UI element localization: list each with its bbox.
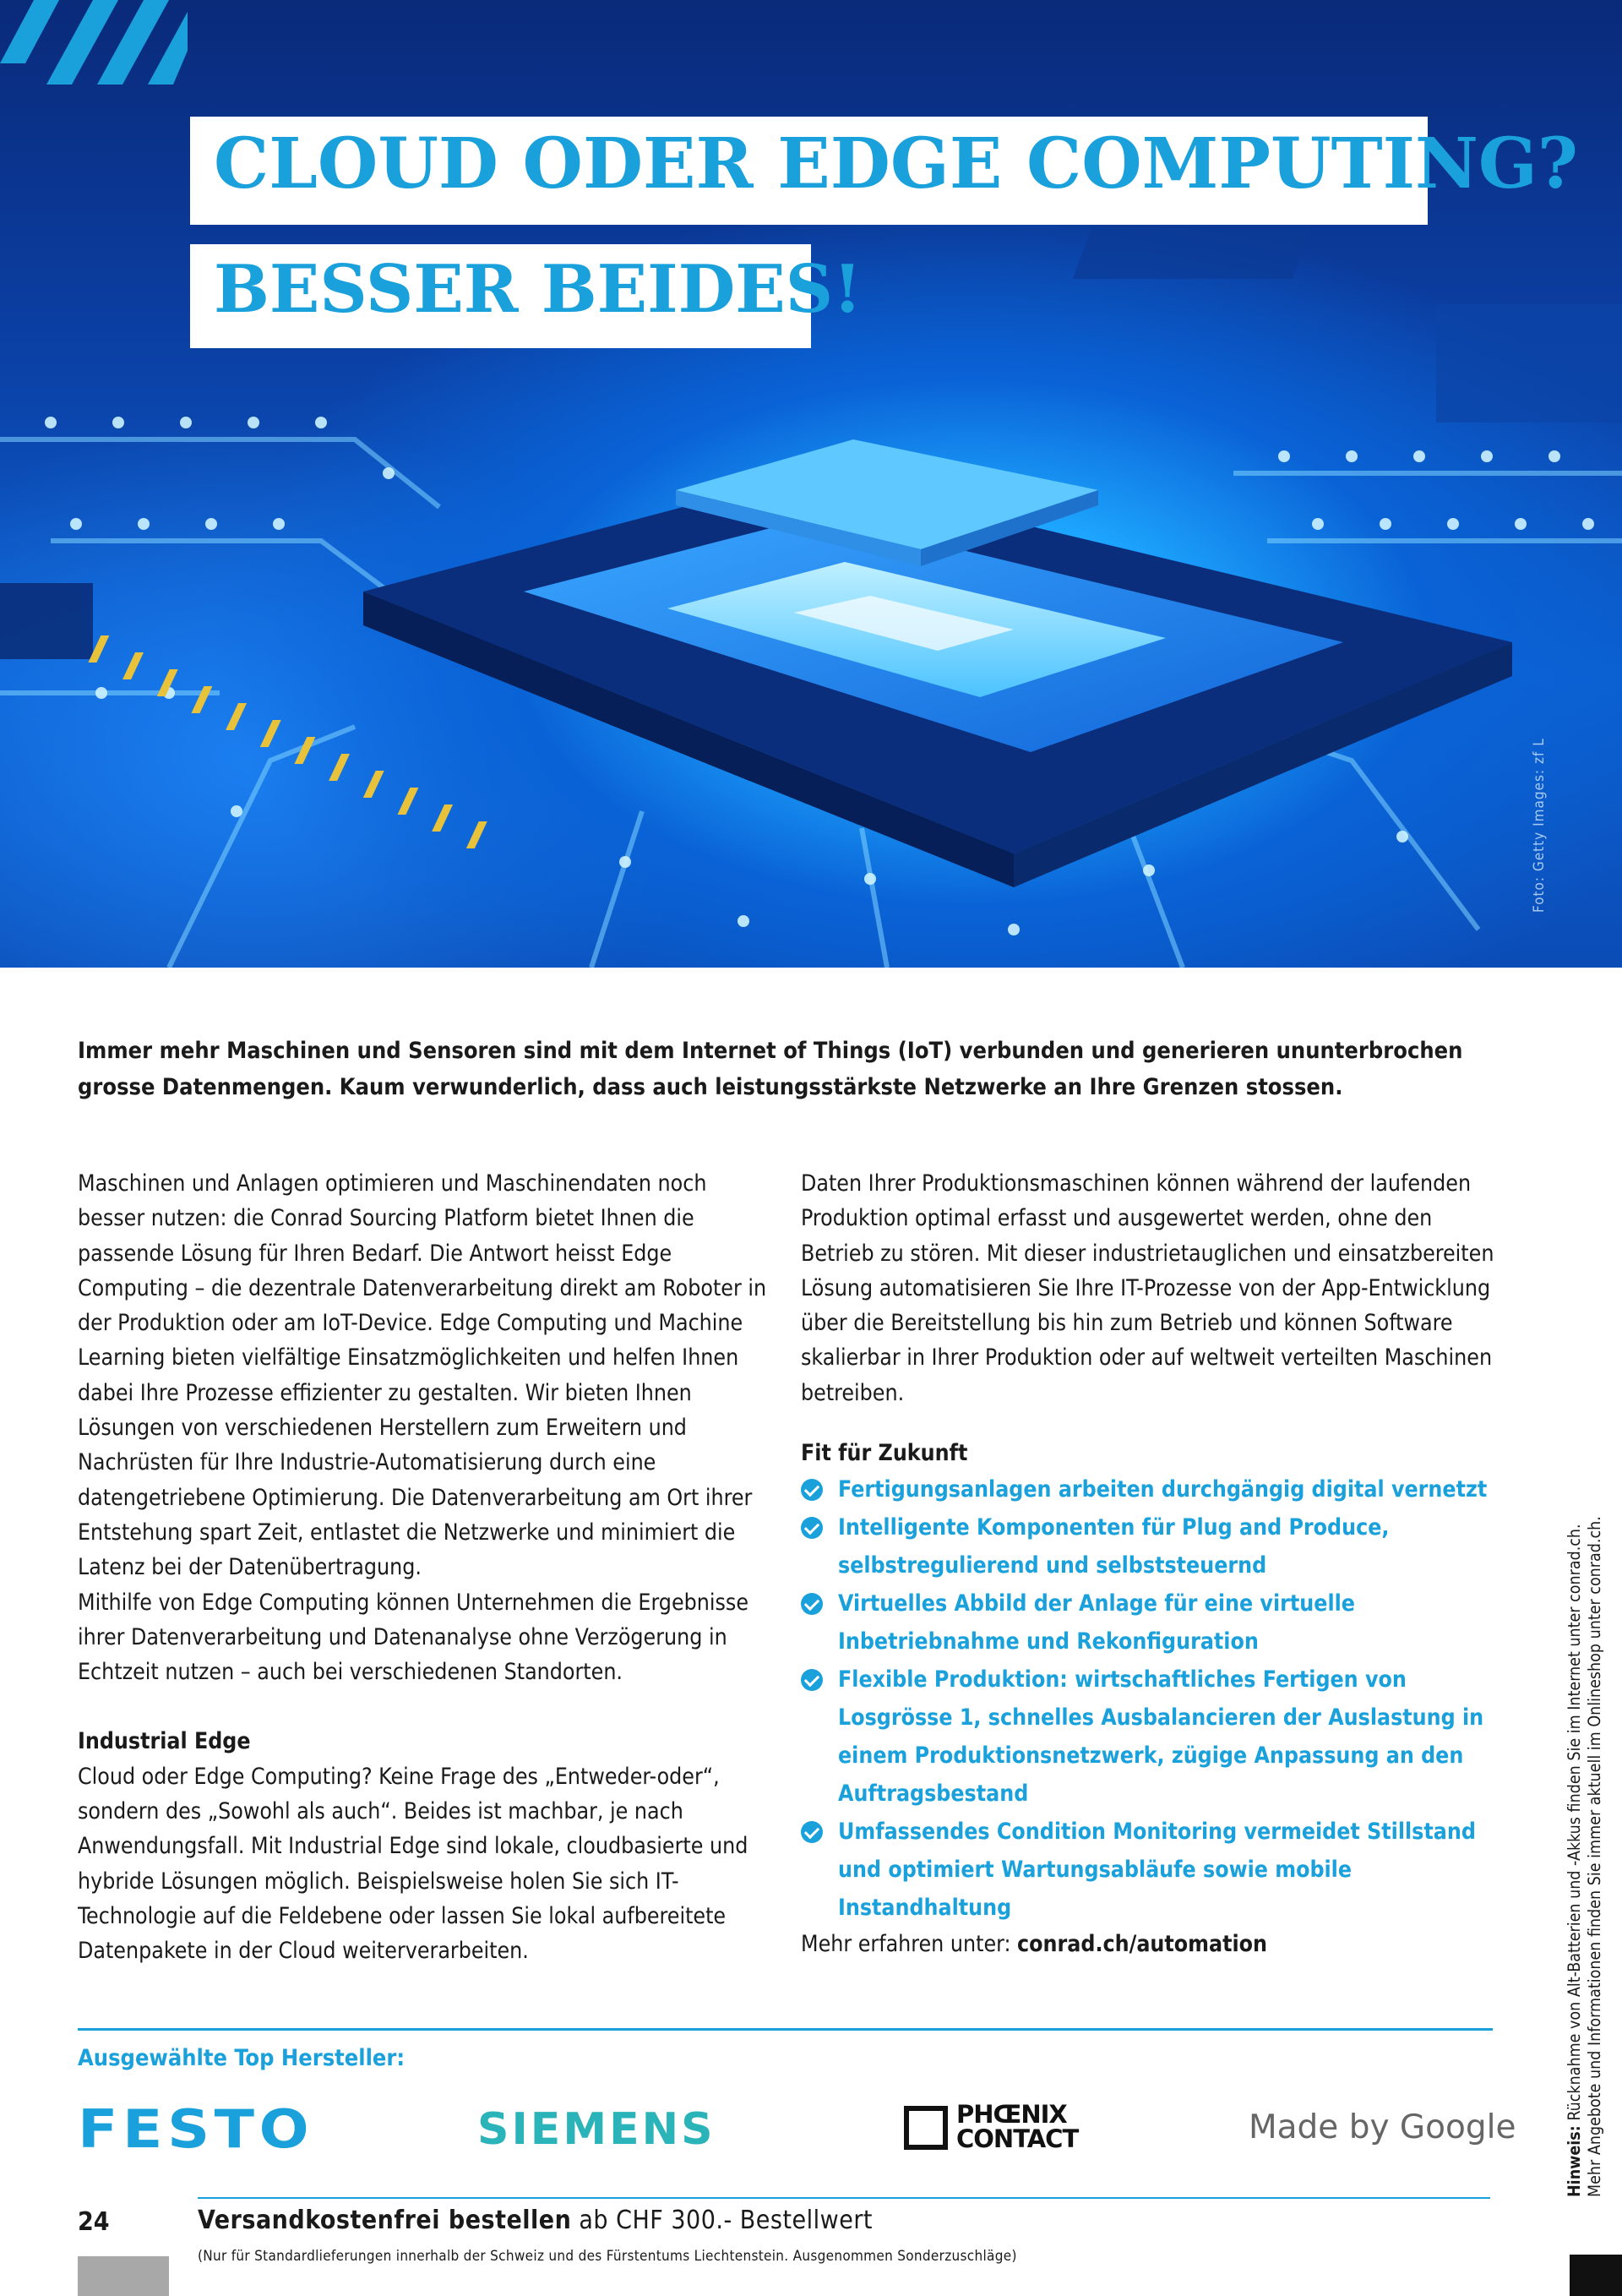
footer-divider (198, 2197, 1490, 2199)
check-circle-icon (801, 1669, 823, 1691)
side-note (1565, 1516, 1605, 2197)
page-title: CLOUD ODER EDGE COMPUTING? (214, 123, 1578, 205)
list-item: Umfassendes Condition Monitoring vermeidet Stillstand und optimiert Wartungsabläufe sowie mobile Instandhaltung (801, 1813, 1502, 1927)
body-paragraph: Daten Ihrer Produktionsmaschinen können während der laufenden Produktion optimal erfasst und ausgewertet werden, ohne den Betrieb zu stören. Mit dieser industrietauglichen und einsatzbereiten Lösung automatisieren Sie Ihre IT-Prozesse von der App-Entwicklung über die Bereitstellung bis hin zum Betrieb und können Software skalierbar in Ihrer Produktion oder auf weltweit verteilten Maschinen betreiben. (801, 1170, 1494, 1406)
festo-logo[interactable]: FESTO (78, 2098, 314, 2160)
phoenix-mark-icon (904, 2106, 948, 2150)
made-by-google-logo[interactable]: Made by Google (1249, 2108, 1516, 2146)
title-line-1-box (190, 117, 1578, 225)
side-note-line2: Mehr Angebote und Informationen finden Sie immer aktuell im Onlineshop unter conrad.ch. (1585, 1516, 1604, 2197)
shipping-footnote: (Nur für Standardlieferungen innerhalb der Schweiz und des Fürstentums Liechtenstein. Ausgenommen Sonderzuschläge) (198, 2248, 1017, 2265)
photo-credit: Foto: Getty Images: zf L (1531, 738, 1548, 913)
list-item: Virtuelles Abbild der Anlage für eine virtuelle Inbetriebnahme und Rekonfiguration (801, 1584, 1502, 1661)
check-circle-icon (801, 1821, 823, 1843)
right-column (801, 1166, 1502, 1962)
phoenix-logo-line1: PHŒNIX (956, 2100, 1067, 2129)
intro-paragraph: Immer mehr Maschinen und Sensoren sind mit dem Internet of Things (IoT) verbunden und generieren ununterbrochen grosse Datenmengen. Kaum verwunderlich, dass auch leistungsstärkste Netzwerke an Ihre Grenzen stossen. (78, 1038, 1463, 1100)
shipping-note-rest: ab CHF 300.- Bestellwert (571, 2206, 873, 2235)
shipping-note (198, 2206, 873, 2235)
section-heading-fit-fuer-zukunft: Fit für Zukunft (801, 1440, 968, 1467)
divider (78, 2028, 1493, 2031)
left-column (78, 1166, 770, 1969)
body-paragraph: Cloud oder Edge Computing? Keine Frage des „Entweder-oder“, sondern des „Sowohl als auch“. Beides ist machbar, je nach Anwendungsfall. Mit Industrial Edge sind lokale, cloudbasierte und hybride Lösungen möglich. Beispielsweise holen Sie sich IT-Technologie auf die Feldebene oder lassen Sie lokal aufbereitete Datenpakete in der Cloud weiterverarbeiten. (78, 1763, 748, 1965)
more-info-line (801, 1927, 1502, 1961)
more-info-label: Mehr erfahren unter: (801, 1931, 1018, 1958)
side-note-line1: Rücknahme von Alt-Batterien und -Akkus finden Sie im Internet unter conrad.ch. (1565, 1524, 1584, 2126)
benefit-list (801, 1470, 1502, 1927)
check-circle-icon (801, 1479, 823, 1501)
list-item: Intelligente Komponenten für Plug and Produce, selbstregulierend und selbststeuernd (801, 1508, 1502, 1584)
list-item: Flexible Produktion: wirtschaftliches Fertigen von Losgrösse 1, schnelles Ausbalancieren der Auslastung in einem Produktionsnetzwerk, zügige Anpassung an den Auftragsbestand (801, 1661, 1502, 1813)
check-circle-icon (801, 1517, 823, 1539)
side-note-label: Hinweis: (1565, 2125, 1584, 2197)
title-line-2-box (190, 244, 863, 348)
siemens-logo[interactable]: SIEMENS (477, 2104, 716, 2155)
body-paragraph: Mithilfe von Edge Computing können Unternehmen die Ergebnisse ihrer Datenverarbeitung und Datenanalyse ohne Verzögerung in Echtzeit nutzen – auch bei verschiedenen Standorten. (78, 1589, 749, 1686)
body-paragraph: Maschinen und Anlagen optimieren und Maschinendaten noch besser nutzen: die Conrad Sourcing Platform bietet Ihnen die passende Lösung für Ihren Bedarf. Die Antwort heisst Edge Computing – die dezentrale Datenverarbeitung direkt am Roboter in der Produktion oder am IoT-Device. Edge Computing und Machine Learning bieten vielfältige Einsatzmöglichkeiten und helfen Ihnen dabei Ihre Prozesse effizienter zu gestalten. Wir bieten Ihnen Lösungen von verschiedenen Herstellern zum Erweitern und Nachrüsten für Ihre Industrie-Automatisierung durch eine datengetriebene Optimierung. Die Datenverarbeitung am Ort ihrer Entstehung spart Zeit, entlastet die Netzwerke und minimiert die Latenz bei der Datenübertragung. (78, 1170, 767, 1581)
page-subtitle: BESSER BEIDES! (214, 251, 863, 328)
check-circle-icon (801, 1593, 823, 1615)
list-item: Fertigungsanlagen arbeiten durchgängig digital vernetzt (801, 1470, 1502, 1508)
page-number: 24 (78, 2207, 110, 2237)
phoenix-logo-line2: CONTACT (956, 2124, 1079, 2153)
shipping-note-bold: Versandkostenfrei bestellen (198, 2206, 572, 2235)
brands-title: Ausgewählte Top Hersteller: (78, 2045, 406, 2071)
hero-image (0, 0, 1622, 968)
stripes-icon (0, 0, 194, 85)
automation-link[interactable]: conrad.ch/automation (1017, 1931, 1268, 1958)
section-heading-industrial-edge: Industrial Edge (78, 1728, 251, 1755)
black-tab (1570, 2255, 1622, 2296)
grey-tab (78, 2256, 169, 2296)
